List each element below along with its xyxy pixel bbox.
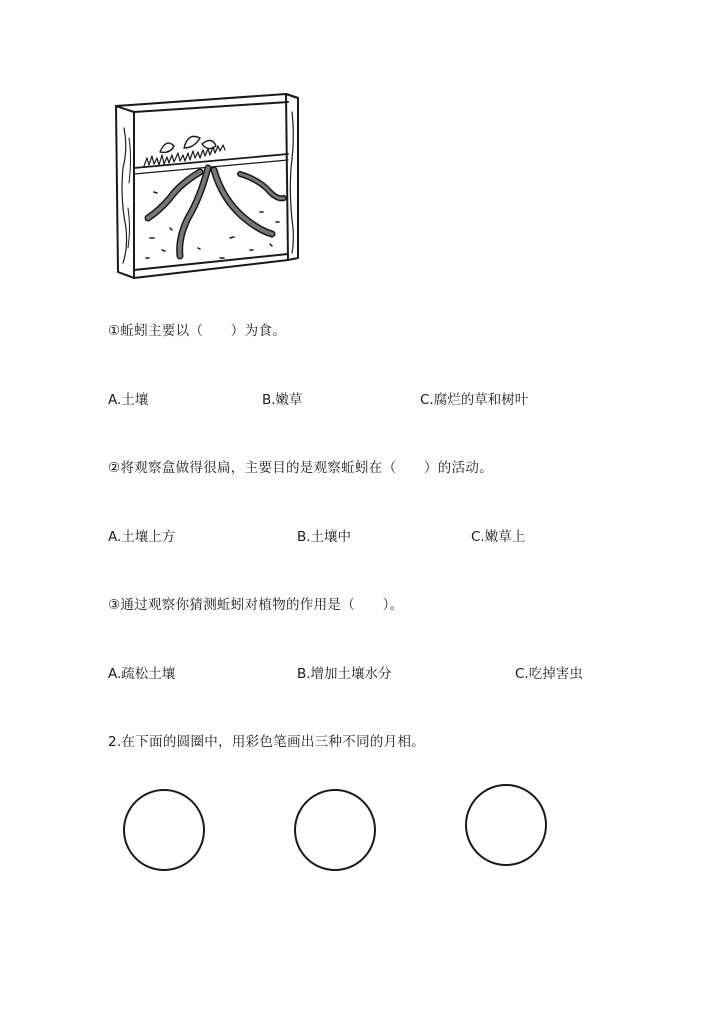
question-2-option-a: A.土壤上方 [108,529,176,545]
question-3-option-a: A.疏松土壤 [108,666,176,682]
moon-phase-circle-2[interactable] [294,789,376,871]
question-1-option-b: B.嫩草 [262,392,303,408]
question-2-option-b: B.土壤中 [297,529,352,545]
question-3-option-b: B.增加土壤水分 [297,666,392,682]
question-3-option-c: C.吃掉害虫 [515,666,583,682]
question-3-prompt: ③通过观察你猜测蚯蚓对植物的作用是（ ）。 [108,597,404,613]
question-1-option-c: C.腐烂的草和树叶 [420,392,529,408]
moon-phase-circle-1[interactable] [123,789,205,871]
earthworm-observation-box-icon [110,88,310,284]
moon-phase-circle-3[interactable] [465,784,547,866]
task-2-prompt: 2.在下面的圆圈中，用彩色笔画出三种不同的月相。 [108,734,426,750]
question-2-prompt: ②将观察盒做得很扁，主要目的是观察蚯蚓在（ ）的活动。 [108,460,494,476]
question-1-option-a: A.土壤 [108,392,149,408]
question-1-prompt: ①蚯蚓主要以（ ）为食。 [108,323,287,339]
question-2-option-c: C.嫩草上 [471,529,526,545]
